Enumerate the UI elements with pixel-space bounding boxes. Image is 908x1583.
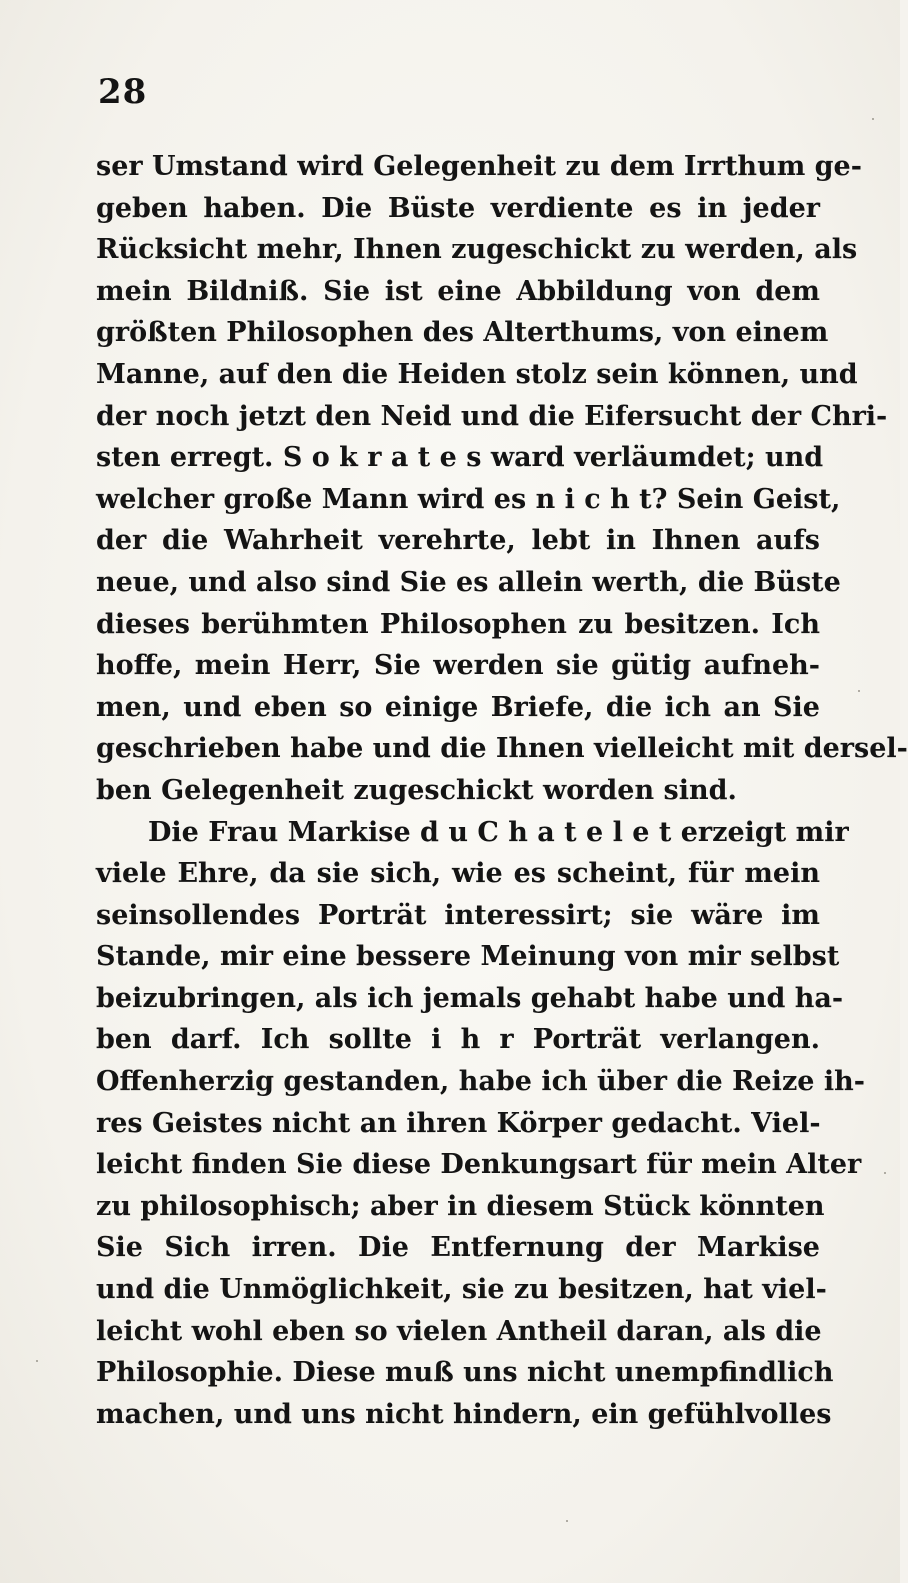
text-line: zu philosophisch; aber in diesem Stück könnten (96, 1190, 825, 1222)
text-line: ser Umstand wird Gelegenheit zu dem Irrthum ge- (96, 151, 862, 182)
text-line: sten erregt. S o k r a t e s ward verläumdet; und (96, 442, 824, 474)
page-number: 28 (98, 72, 148, 112)
text-line: ben darf. Ich sollte i h r Porträt verlangen. (96, 1024, 820, 1056)
text-line: beizubringen, als ich jemals gehabt habe und ha- (96, 982, 844, 1014)
text-line: Rücksicht mehr, Ihnen zugeschickt zu werden, als (96, 234, 858, 266)
text-line: Philosophie. Diese muß uns nicht unempfindlich (96, 1357, 834, 1389)
text-line: der die Wahrheit verehrte, lebt in Ihnen aufs (96, 525, 820, 557)
paper-speck (884, 1172, 886, 1174)
text-line: machen, und uns nicht hindern, ein gefühlvolles (96, 1398, 832, 1430)
paper-speck (858, 690, 860, 692)
text-line: und die Unmöglichkeit, sie zu besitzen, hat viel- (96, 1274, 827, 1306)
paper-speck (36, 1360, 38, 1362)
text-line: leicht finden Sie diese Denkungsart für mein Alter (96, 1149, 862, 1181)
text-line: Sie Sich irren. Die Entfernung der Markise (96, 1232, 820, 1264)
paragraph-1 (96, 146, 908, 812)
text-line: hoffe, mein Herr, Sie werden sie gütig aufneh- (96, 650, 820, 682)
text-line: Manne, auf den die Heiden stolz sein können, und (96, 358, 858, 390)
text-line: dieses berühmten Philosophen zu besitzen. Ich (96, 608, 820, 640)
text-line: mein Bildniß. Sie ist eine Abbildung von dem (96, 275, 820, 307)
text-line: geschrieben habe und die Ihnen vielleicht mit dersel- (96, 733, 908, 765)
text-line: geben haben. Die Büste verdiente es in jeder (96, 192, 820, 224)
text-line: Stande, mir eine bessere Meinung von mir selbst (96, 941, 840, 973)
text-line: seinsollendes Porträt interessirt; sie wäre im (96, 899, 820, 931)
text-line: leicht wohl eben so vielen Antheil daran, als die (96, 1315, 822, 1347)
text-line: neue, und also sind Sie es allein werth, die Büste (96, 566, 841, 598)
text-line: größten Philosophen des Alterthums, von einem (96, 317, 829, 349)
text-line: der noch jetzt den Neid und die Eifersucht der Chri- (96, 400, 888, 432)
body-text (96, 146, 908, 1435)
paper-speck (872, 118, 874, 120)
text-line: res Geistes nicht an ihren Körper gedacht. Viel- (96, 1107, 821, 1139)
text-line: welcher große Mann wird es n i c h t? Sein Geist, (96, 483, 841, 515)
text-line: Offenherzig gestanden, habe ich über die Reize ih- (96, 1066, 865, 1098)
paper-speck (566, 1520, 568, 1522)
text-line: viele Ehre, da sie sich, wie es scheint, für mein (96, 858, 820, 890)
paragraph-2 (96, 812, 865, 1436)
text-line: Die Frau Markise d u C h a t e l e t erzeigt mir (148, 816, 849, 848)
text-line: men, und eben so einige Briefe, die ich an Sie (96, 691, 820, 723)
text-line: ben Gelegenheit zugeschickt worden sind. (96, 774, 737, 806)
